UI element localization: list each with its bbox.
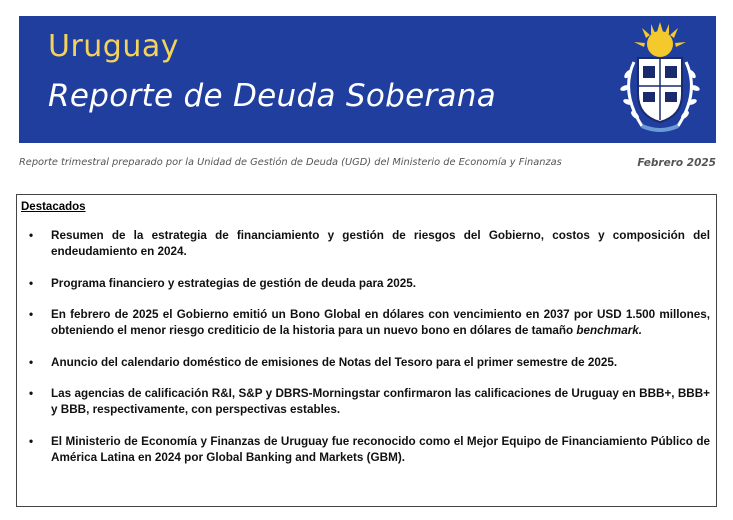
list-item bbox=[17, 355, 716, 371]
list-item-emphasis: benchmark. bbox=[576, 324, 642, 337]
report-title: Reporte de Deuda Soberana bbox=[48, 78, 497, 114]
bullet-icon: • bbox=[29, 387, 34, 400]
list-item bbox=[17, 386, 716, 418]
report-subheader bbox=[19, 157, 716, 171]
list-item-text: Resumen de la estrategia de financiamiento y gestión de riesgos del Gobierno, costos y composición del endeudamiento en 2024. bbox=[51, 229, 710, 258]
list-item bbox=[17, 307, 716, 339]
list-item bbox=[17, 228, 716, 260]
report-date: Febrero 2025 bbox=[637, 157, 716, 169]
bullet-icon: • bbox=[29, 355, 34, 369]
list-item-text: Programa financiero y estrategias de gestión de deuda para 2025. bbox=[51, 276, 417, 290]
bullet-icon: • bbox=[29, 276, 34, 290]
highlights-heading: Destacados bbox=[21, 201, 86, 213]
list-item-text: Las agencias de calificación R&I, S&P y DBRS-Morningstar confirmaron las calificaciones de Uruguay en BBB+, BBB+ y BBB, respectivamente, con perspectivas estables. bbox=[51, 387, 710, 416]
bullet-icon: • bbox=[29, 229, 34, 242]
highlights-box bbox=[16, 194, 717, 507]
list-item-text: El Ministerio de Economía y Finanzas de Uruguay fue reconocido como el Mejor Equipo de Financiamiento Público de América Latina en 2024 por Global Banking and Markets (GBM). bbox=[51, 434, 710, 464]
list-item-text: Anuncio del calendario doméstico de emisiones de Notas del Tesoro para el primer semestre de 2025. bbox=[51, 355, 618, 369]
report-banner bbox=[19, 16, 716, 143]
highlights-list bbox=[17, 228, 716, 481]
list-item-text: En febrero de 2025 el Gobierno emitió un Bono Global en dólares con vencimiento en 2037 por USD 1.500 millones, obteniendo el menor riesgo crediticio de la historia para un nuevo bono en dólares de tamaño bbox=[51, 308, 710, 337]
country-name: Uruguay bbox=[48, 29, 179, 64]
coat-of-arms-icon bbox=[612, 22, 708, 138]
list-item bbox=[17, 276, 716, 292]
list-item bbox=[17, 434, 716, 466]
report-description: Reporte trimestral preparado por la Unidad de Gestión de Deuda (UGD) del Ministerio de Economía y Finanzas bbox=[19, 157, 562, 168]
bullet-icon: • bbox=[29, 308, 34, 321]
bullet-icon: • bbox=[29, 434, 34, 448]
